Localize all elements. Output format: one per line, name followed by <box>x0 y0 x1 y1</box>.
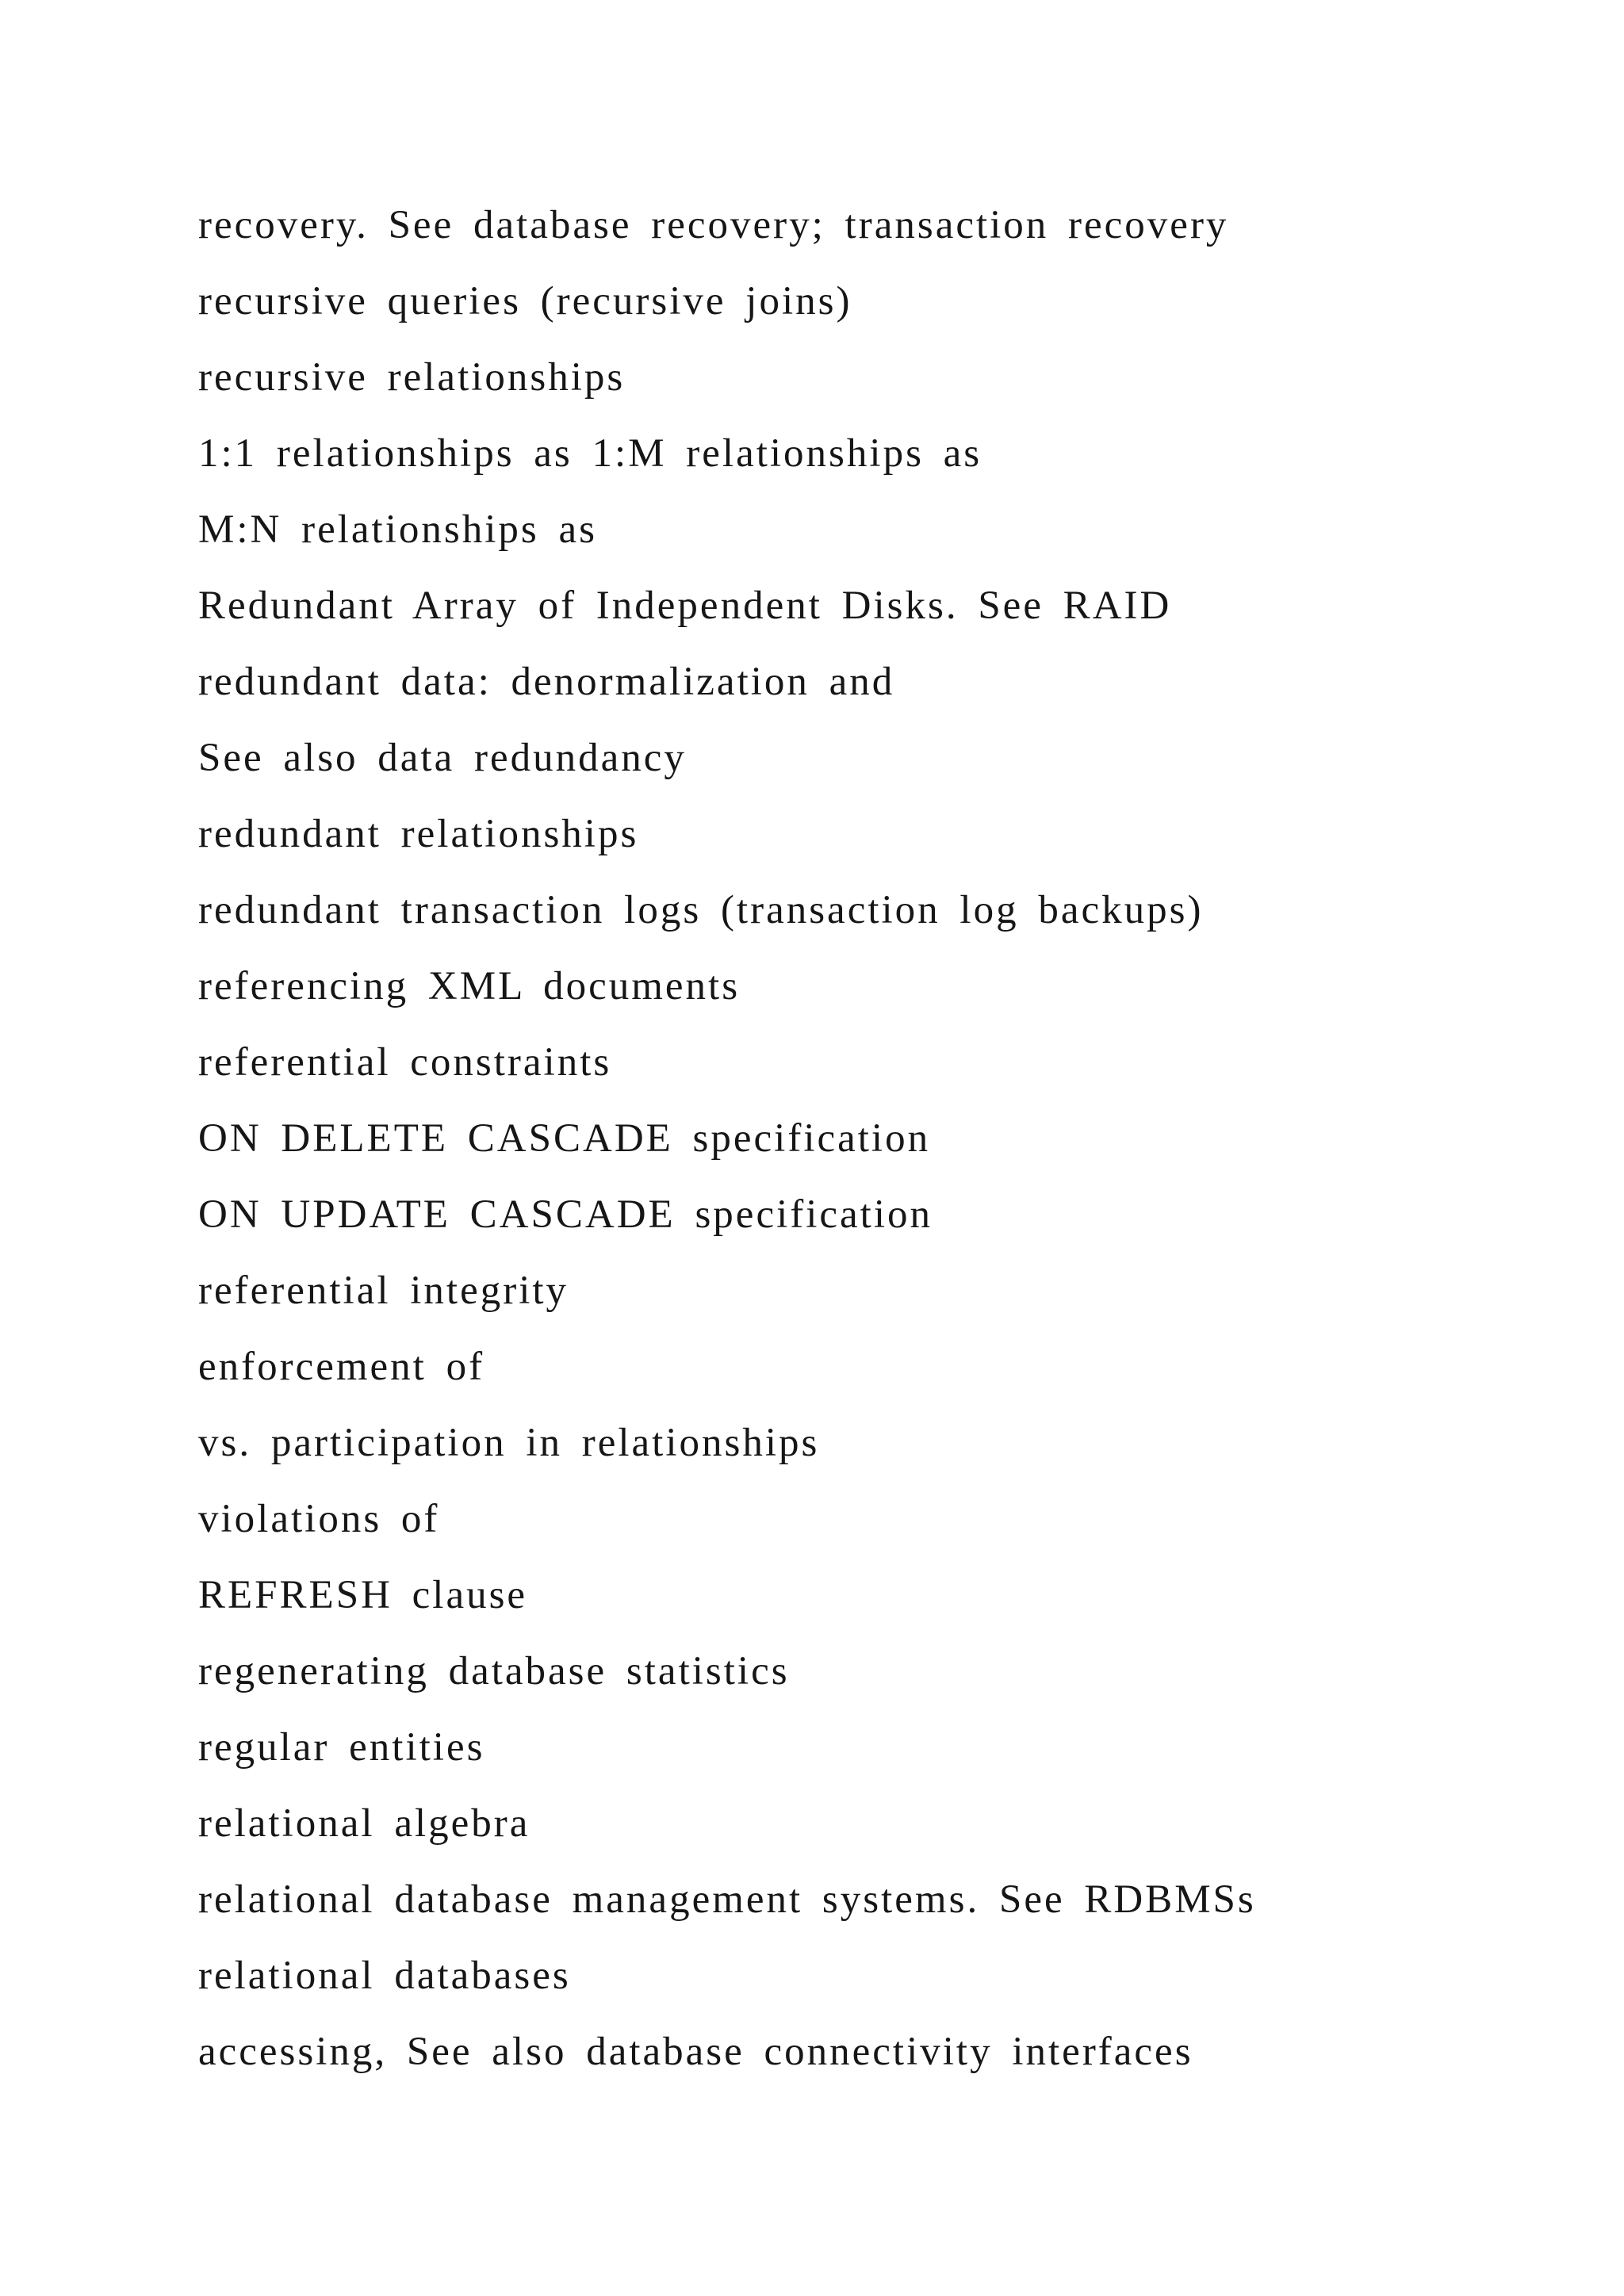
index-entry: redundant transaction logs (transaction log backups) <box>198 888 1204 932</box>
index-entry: relational algebra <box>198 1801 530 1846</box>
index-entry: Redundant Array of Independent Disks. See RAID <box>198 584 1172 628</box>
index-entry: regenerating database statistics <box>198 1649 790 1693</box>
index-entry: M:N relationships as <box>198 507 597 552</box>
index-entry: accessing, See also database connectivity interfaces <box>198 2030 1193 2074</box>
index-entry: redundant relationships <box>198 812 639 856</box>
index-entry: relational databases <box>198 1954 571 1998</box>
index-entry: regular entities <box>198 1725 485 1770</box>
index-entry: referencing XML documents <box>198 964 741 1008</box>
index-entry: See also data redundancy <box>198 736 687 780</box>
index-entry: recursive relationships <box>198 355 626 400</box>
index-entry: ON UPDATE CASCADE specification <box>198 1192 933 1237</box>
index-entry: recovery. See database recovery; transaction recovery <box>198 203 1229 247</box>
index-entry-list <box>198 187 1256 2090</box>
index-entry: violations of <box>198 1497 440 1541</box>
index-entry: relational database management systems. See RDBMSs <box>198 1877 1256 1922</box>
index-entry: recursive queries (recursive joins) <box>198 279 852 323</box>
index-entry: 1:1 relationships as 1:M relationships as <box>198 431 982 476</box>
index-entry: referential integrity <box>198 1269 569 1313</box>
index-entry: enforcement of <box>198 1345 485 1389</box>
index-entry: REFRESH clause <box>198 1573 528 1617</box>
index-entry: redundant data: denormalization and <box>198 660 895 704</box>
index-entry: vs. participation in relationships <box>198 1421 820 1465</box>
index-entry: ON DELETE CASCADE specification <box>198 1116 931 1161</box>
index-entry: referential constraints <box>198 1040 612 1085</box>
